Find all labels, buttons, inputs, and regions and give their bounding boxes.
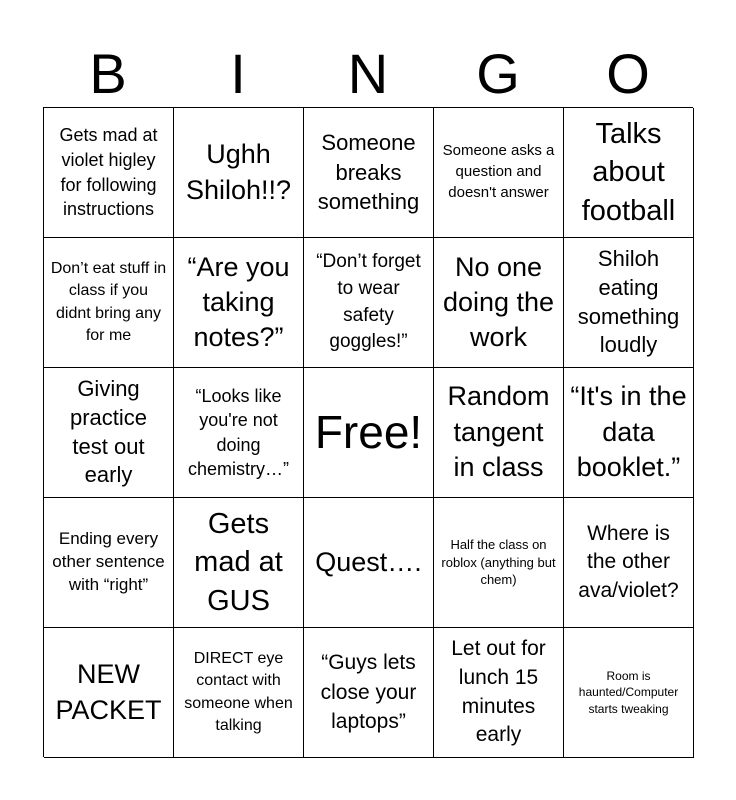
bingo-cell-r3c4[interactable] xyxy=(434,368,564,498)
bingo-cell-r3c5[interactable] xyxy=(564,368,694,498)
bingo-cell-text: “Don’t forget to wear safety goggles!” xyxy=(316,251,421,353)
bingo-cell-r3c3[interactable] xyxy=(304,368,434,498)
bingo-cell-text: “Looks like you're not doing chemistry…” xyxy=(187,385,289,479)
bingo-cell-text free-space: Free! xyxy=(314,406,423,459)
bingo-cell-text: Ending every other sentence with “right” xyxy=(52,529,165,594)
bingo-cell-text: Let out for lunch 15 minutes early xyxy=(451,636,546,747)
bingo-cell-text: Giving practice test out early xyxy=(69,376,148,488)
bingo-cell-text: Shiloh eating something loudly xyxy=(577,246,680,358)
header-letter-n: N xyxy=(347,42,389,105)
bingo-cell-text: Someone asks a question and doesn't answer xyxy=(442,142,555,201)
bingo-cell-r4c5[interactable] xyxy=(564,498,694,628)
bingo-cell-r4c2[interactable] xyxy=(174,498,304,628)
bingo-cell-r5c5[interactable] xyxy=(564,628,694,758)
bingo-cell-text: Quest…. xyxy=(315,546,422,577)
bingo-cell-r4c4[interactable] xyxy=(434,498,564,628)
bingo-cell-r2c1[interactable] xyxy=(44,238,174,368)
bingo-cell-text: Random tangent in class xyxy=(447,381,550,483)
bingo-cell-r5c1[interactable] xyxy=(44,628,174,758)
bingo-cell-text: “Guys lets close your laptops” xyxy=(320,651,417,734)
bingo-cell-text: “Are you taking notes?” xyxy=(187,251,290,353)
bingo-cell-r3c2[interactable] xyxy=(174,368,304,498)
bingo-cell-text: Gets mad at violet higley for following instructions xyxy=(59,124,158,220)
bingo-cell-r1c2[interactable] xyxy=(174,108,304,238)
bingo-cell-r5c2[interactable] xyxy=(174,628,304,758)
bingo-cell-text: Don’t eat stuff in class if you didnt bring any for me xyxy=(50,259,167,344)
bingo-header xyxy=(43,40,693,108)
header-letter-b: B xyxy=(89,42,127,105)
header-letter-o: O xyxy=(606,42,650,105)
header-letter-i: I xyxy=(230,42,246,105)
bingo-cell-r2c2[interactable] xyxy=(174,238,304,368)
bingo-cell-text: Half the class on roblox (anything but chem) xyxy=(441,536,556,588)
bingo-cell-text: No one doing the work xyxy=(442,251,555,353)
bingo-board xyxy=(43,107,693,757)
bingo-cell-r3c1[interactable] xyxy=(44,368,174,498)
bingo-cell-r1c1[interactable] xyxy=(44,108,174,238)
bingo-cell-r2c3[interactable] xyxy=(304,238,434,368)
bingo-cell-text: Talks about football xyxy=(581,117,676,227)
bingo-cell-r2c5[interactable] xyxy=(564,238,694,368)
header-letter-g: G xyxy=(476,42,520,105)
bingo-cell-text: Someone breaks something xyxy=(317,129,420,215)
bingo-cell-text: “It's in the data booklet.” xyxy=(570,381,687,483)
bingo-cell-text: Where is the other ava/violet? xyxy=(578,521,679,602)
bingo-cell-text: Room is haunted/Computer starts tweaking xyxy=(578,668,679,716)
bingo-cell-r5c4[interactable] xyxy=(434,628,564,758)
bingo-cell-text: Gets mad at GUS xyxy=(194,507,283,617)
bingo-cell-r1c3[interactable] xyxy=(304,108,434,238)
bingo-cell-r4c1[interactable] xyxy=(44,498,174,628)
bingo-cell-r4c3[interactable] xyxy=(304,498,434,628)
bingo-cell-r1c5[interactable] xyxy=(564,108,694,238)
bingo-cell-text: Ughh Shiloh!!? xyxy=(185,139,292,205)
bingo-cell-text: NEW PACKET xyxy=(55,659,162,725)
bingo-cell-r5c3[interactable] xyxy=(304,628,434,758)
bingo-cell-r1c4[interactable] xyxy=(434,108,564,238)
bingo-cell-r2c4[interactable] xyxy=(434,238,564,368)
bingo-cell-text: DIRECT eye contact with someone when talking xyxy=(184,649,293,734)
